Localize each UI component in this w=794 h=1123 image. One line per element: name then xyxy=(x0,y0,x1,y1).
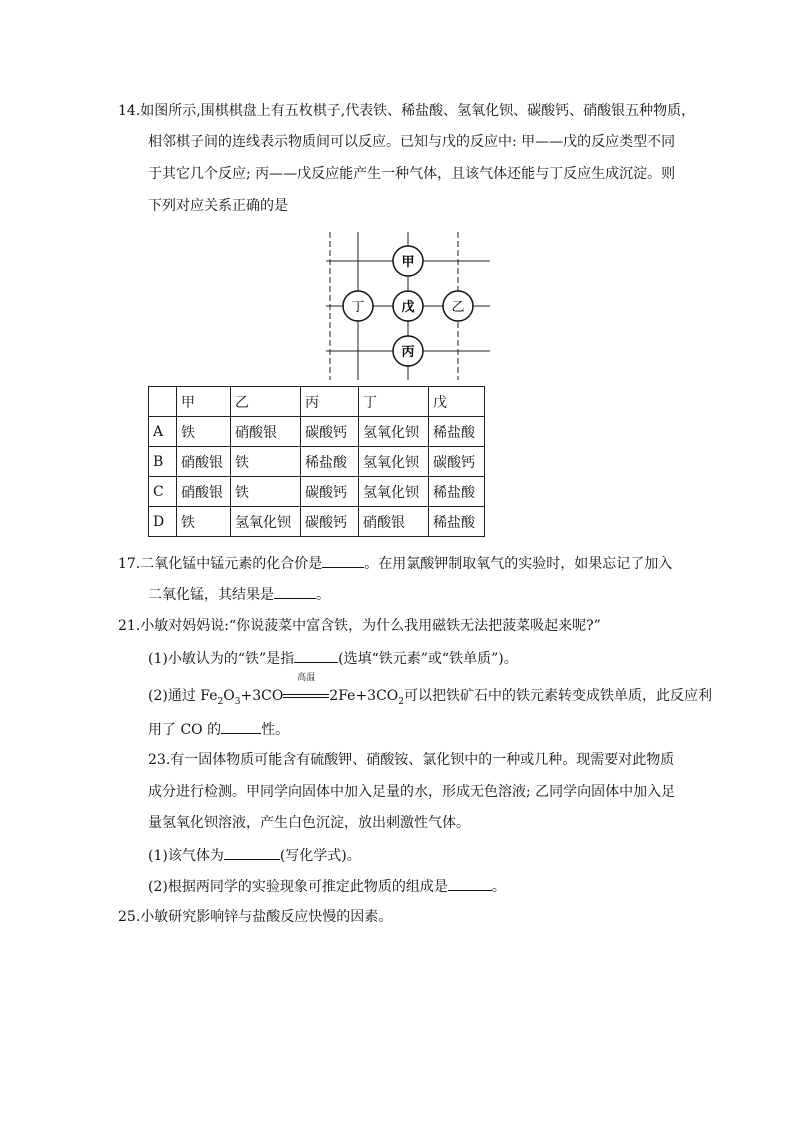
piece-center-label: 戊 xyxy=(401,300,415,315)
answer-blank[interactable] xyxy=(448,876,492,891)
table-cell: 硝酸银 xyxy=(231,417,301,447)
q21-part-2-text-c: 可以把铁矿石中的铁元素转变成铁单质，此反应利 xyxy=(404,688,712,704)
table-cell: 氢氧化钡 xyxy=(231,507,301,537)
table-header-cell: 丁 xyxy=(359,387,429,417)
q23-part-1-text-a: (1)该气体为 xyxy=(148,848,224,864)
table-header-cell: 丙 xyxy=(301,387,359,417)
q21-part-1-text-a: (1)小敏认为的“铁”是指 xyxy=(148,651,295,667)
subscript: 2 xyxy=(217,696,224,707)
q21-line-1: 21.小敏对妈妈说:“你说菠菜中富含铁，为什么我用磁铁无法把菠菜吸起来呢?” xyxy=(118,618,601,634)
piece-left xyxy=(343,291,373,321)
oxygen-symbol: O xyxy=(223,688,235,704)
table-cell: C xyxy=(149,477,177,507)
q23-line-1: 23.有一固体物质可能含有硫酸钾、硝酸铵、氯化钡中的一种或几种。现需要对此物质 xyxy=(148,752,675,768)
table-cell: 氢氧化钡 xyxy=(359,477,429,507)
table-cell: B xyxy=(149,447,177,477)
table-cell: 稀盐酸 xyxy=(429,417,485,447)
subscript: 2 xyxy=(398,696,404,707)
subscript: 3 xyxy=(234,696,241,707)
table-cell: 稀盐酸 xyxy=(429,507,485,537)
reactant-co: +3CO xyxy=(240,688,284,704)
table-header-cell: 甲 xyxy=(177,387,231,417)
table-cell: D xyxy=(149,507,177,537)
table-cell: 氢氧化钡 xyxy=(359,417,429,447)
reaction-arrow xyxy=(283,673,329,706)
table-row xyxy=(149,477,485,507)
q23-part-2-text-b: 。 xyxy=(491,879,506,895)
piece-center xyxy=(393,291,423,321)
q14-line-1: 14.如图所示,围棋棋盘上有五枚棋子,代表铁、稀盐酸、氢氧化钡、碳酸钙、硝酸银五种物质， xyxy=(118,103,696,119)
q21-part-1-text-b: (选填“铁元素”或“铁单质”)。 xyxy=(338,651,518,667)
q17-text-a: 17.二氧化锰中锰元素的化合价是 xyxy=(118,556,323,572)
table-cell: 硝酸银 xyxy=(177,477,231,507)
table-cell: 碳酸钙 xyxy=(301,417,359,447)
q21-part-2-cont xyxy=(148,719,289,740)
table-cell: 碳酸钙 xyxy=(301,477,359,507)
q23-line-2: 成分进行检测。甲同学向固体中加入足量的水，形成无色溶液; 乙同学向固体中加入足 xyxy=(148,784,676,800)
table-cell: 铁 xyxy=(231,447,301,477)
go-board-diagram xyxy=(322,230,494,382)
table-cell: 碳酸钙 xyxy=(429,447,485,477)
equals-sign xyxy=(283,694,329,698)
table-row xyxy=(149,417,485,447)
q14-line-4: 下列对应关系正确的是 xyxy=(148,198,288,214)
table-header-cell: 乙 xyxy=(231,387,301,417)
answer-blank[interactable] xyxy=(322,553,364,568)
piece-bottom xyxy=(393,336,423,366)
q23-part-1 xyxy=(148,845,361,866)
table-cell: 铁 xyxy=(177,507,231,537)
q21-part-1 xyxy=(148,648,518,669)
options-table xyxy=(148,386,485,537)
q21-part-2-text-d: 用了 CO 的 xyxy=(148,722,222,738)
q14-line-2: 相邻棋子间的连线表示物质间可以反应。已知与戊的反应中: 甲——戊的反应类型不同 xyxy=(148,134,676,150)
table-cell: 稀盐酸 xyxy=(301,447,359,477)
piece-right xyxy=(443,291,473,321)
reaction-condition: 高温 xyxy=(297,673,316,683)
table-header-cell: 戊 xyxy=(429,387,485,417)
q23-line-3: 量氢氧化钡溶液，产生白色沉淀，放出刺激性气体。 xyxy=(148,815,470,831)
answer-blank[interactable] xyxy=(294,648,338,663)
answer-blank[interactable] xyxy=(221,719,261,734)
table-row xyxy=(149,447,485,477)
q21-part-2-text-e: 性。 xyxy=(261,722,290,738)
product-text: 2Fe+3CO xyxy=(329,688,399,704)
q25-line-1: 25.小敏研究影响锌与盐酸反应快慢的因素。 xyxy=(118,909,393,925)
piece-right-label: 乙 xyxy=(451,300,465,315)
q21-part-2-text-a: (2)通过 Fe xyxy=(148,688,218,704)
piece-top xyxy=(393,246,423,276)
table-row xyxy=(149,507,485,537)
q17-line-1 xyxy=(118,553,672,574)
answer-blank[interactable] xyxy=(224,845,280,860)
table-cell: A xyxy=(149,417,177,447)
table-cell: 硝酸银 xyxy=(177,447,231,477)
table-cell: 铁 xyxy=(231,477,301,507)
q17-line-2 xyxy=(148,584,330,605)
q23-part-2-text-a: (2)根据两同学的实验现象可推定此物质的组成是 xyxy=(148,879,448,895)
q17-text-b: 。在用氯酸钾制取氧气的实验时，如果忘记了加入 xyxy=(364,556,673,572)
q17-text-c: 二氧化锰，其结果是 xyxy=(148,587,274,603)
q17-text-d: 。 xyxy=(316,587,330,603)
piece-left-label: 丁 xyxy=(351,300,365,315)
q23-part-1-text-b: (写化学式)。 xyxy=(279,848,361,864)
piece-top-label: 甲 xyxy=(401,255,415,270)
piece-bottom-label: 丙 xyxy=(401,345,415,360)
table-cell: 氢氧化钡 xyxy=(359,447,429,477)
table-cell: 铁 xyxy=(177,417,231,447)
table-header-row xyxy=(149,387,485,417)
q23-part-2 xyxy=(148,876,506,897)
table-header-cell xyxy=(149,387,177,417)
table-cell: 硝酸银 xyxy=(359,507,429,537)
table-cell: 碳酸钙 xyxy=(301,507,359,537)
q14-line-3: 于其它几个反应; 丙——戊反应能产生一种气体，且该气体还能与丁反应生成沉淀。则 xyxy=(148,166,676,182)
answer-blank[interactable] xyxy=(274,584,316,599)
q21-part-2 xyxy=(148,673,712,712)
table-cell: 稀盐酸 xyxy=(429,477,485,507)
